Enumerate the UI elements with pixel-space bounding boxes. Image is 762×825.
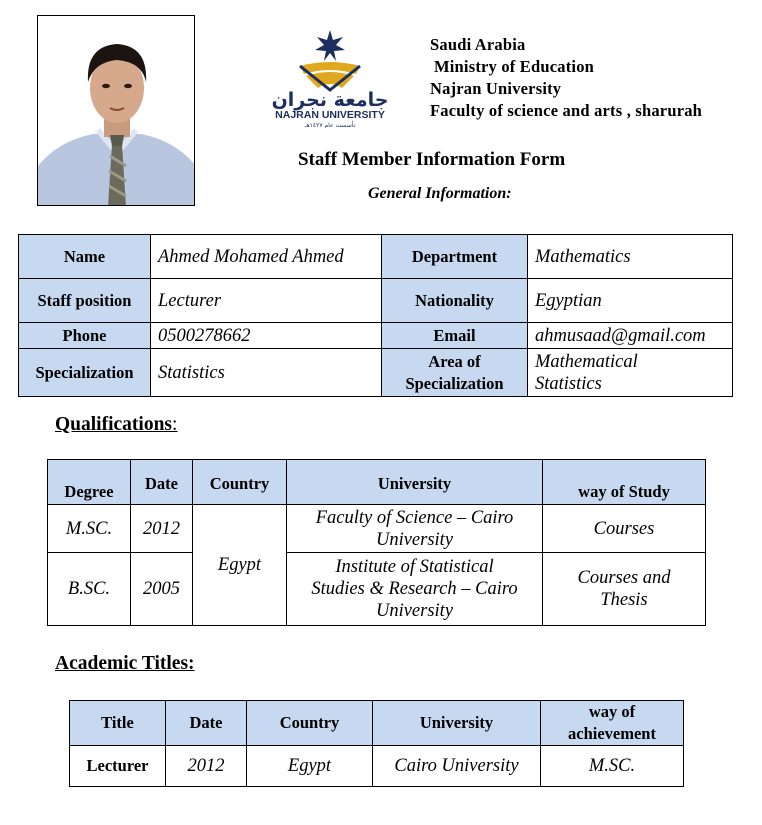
col-way-line: achievement (568, 724, 656, 743)
way-of-study-cell (543, 553, 706, 626)
department-label: Department (382, 235, 528, 279)
area-value-line: Statistics (535, 373, 602, 394)
nationality-label: Nationality (382, 279, 528, 323)
col-country: Country (247, 701, 373, 746)
phone-value: 0500278662 (151, 323, 382, 349)
table-row (48, 505, 706, 553)
specialization-label: Specialization (19, 349, 151, 397)
org-line-country: Saudi Arabia (430, 35, 526, 54)
qualifications-heading-text: Qualifications (55, 414, 173, 435)
col-date: Date (131, 460, 193, 505)
qualifications-heading (55, 414, 177, 436)
qualifications-heading-colon: : (172, 414, 178, 435)
table-row (19, 349, 733, 397)
table-row (48, 553, 706, 626)
form-title: Staff Member Information Form (298, 149, 566, 170)
university-line: Studies & Research – Cairo (311, 579, 518, 599)
university-line: University (375, 529, 454, 550)
name-label: Name (19, 235, 151, 279)
col-way-of-achievement (541, 701, 684, 746)
way-of-study-cell: Courses (543, 505, 706, 553)
table-row (70, 701, 684, 746)
area-of-specialization-label (382, 349, 528, 397)
table-row (48, 460, 706, 505)
university-line: Institute of Statistical (335, 557, 494, 577)
svg-text:تأسست عام ١٤٢٧هـ: تأسست عام ١٤٢٧هـ (304, 122, 356, 128)
table-row (19, 235, 733, 279)
nationality-value: Egyptian (528, 279, 733, 323)
col-way-of-study: way of Study (543, 460, 706, 505)
email-label: Email (382, 323, 528, 349)
email-value: ahmusaad@gmail.com (528, 323, 733, 349)
general-info-heading: General Information: (368, 185, 512, 202)
university-cell (287, 505, 543, 553)
university-cell: Cairo University (373, 746, 541, 787)
org-line-ministry: Ministry of Education (434, 57, 595, 76)
staff-position-value: Lecturer (151, 279, 382, 323)
star-icon (315, 30, 345, 61)
col-country: Country (193, 460, 287, 505)
university-line: Faculty of Science – Cairo (315, 507, 514, 528)
organization-block (430, 34, 702, 122)
degree-cell: M.SC. (48, 505, 131, 553)
area-of-specialization-value (528, 349, 733, 397)
col-date: Date (166, 701, 247, 746)
academic-titles-heading: Academic Titles: (55, 653, 195, 674)
country-cell: Egypt (193, 505, 287, 626)
university-cell (287, 553, 543, 626)
title-cell: Lecturer (70, 746, 166, 787)
col-degree: Degree (48, 460, 131, 505)
specialization-value: Statistics (151, 349, 382, 397)
najran-university-logo (270, 28, 392, 128)
general-info-table (18, 234, 733, 397)
name-value: Ahmed Mohamed Ahmed (151, 235, 382, 279)
staff-position-label: Staff position (19, 279, 151, 323)
svg-text:جامعة نجران: جامعة نجران (271, 89, 389, 111)
country-cell: Egypt (247, 746, 373, 787)
phone-label: Phone (19, 323, 151, 349)
table-row (19, 323, 733, 349)
academic-titles-table (69, 700, 684, 787)
staff-photo (37, 15, 195, 206)
table-row (19, 279, 733, 323)
org-line-university: Najran University (430, 79, 562, 98)
way-of-achievement-cell: M.SC. (541, 746, 684, 787)
org-line-faculty: Faculty of science and arts , sharurah (430, 101, 703, 120)
area-label-line: Specialization (405, 373, 504, 393)
date-cell: 2005 (131, 553, 193, 626)
way-of-study-line: Thesis (600, 590, 648, 610)
date-cell: 2012 (131, 505, 193, 553)
col-way-line: way of (588, 702, 636, 721)
department-value: Mathematics (528, 235, 733, 279)
area-value-line: Mathematical (535, 351, 638, 372)
table-row (70, 746, 684, 787)
date-cell: 2012 (166, 746, 247, 787)
way-of-study-line: Courses and (577, 568, 671, 588)
qualifications-table (47, 459, 706, 626)
col-university: University (373, 701, 541, 746)
degree-cell: B.SC. (48, 553, 131, 626)
svg-text:NAJRAN UNIVERSITY: NAJRAN UNIVERSITY (275, 109, 385, 121)
col-title: Title (70, 701, 166, 746)
area-label-line: Area of (428, 351, 481, 371)
person-photo-illustration (38, 16, 195, 206)
university-line: University (375, 601, 454, 621)
col-university: University (287, 460, 543, 505)
